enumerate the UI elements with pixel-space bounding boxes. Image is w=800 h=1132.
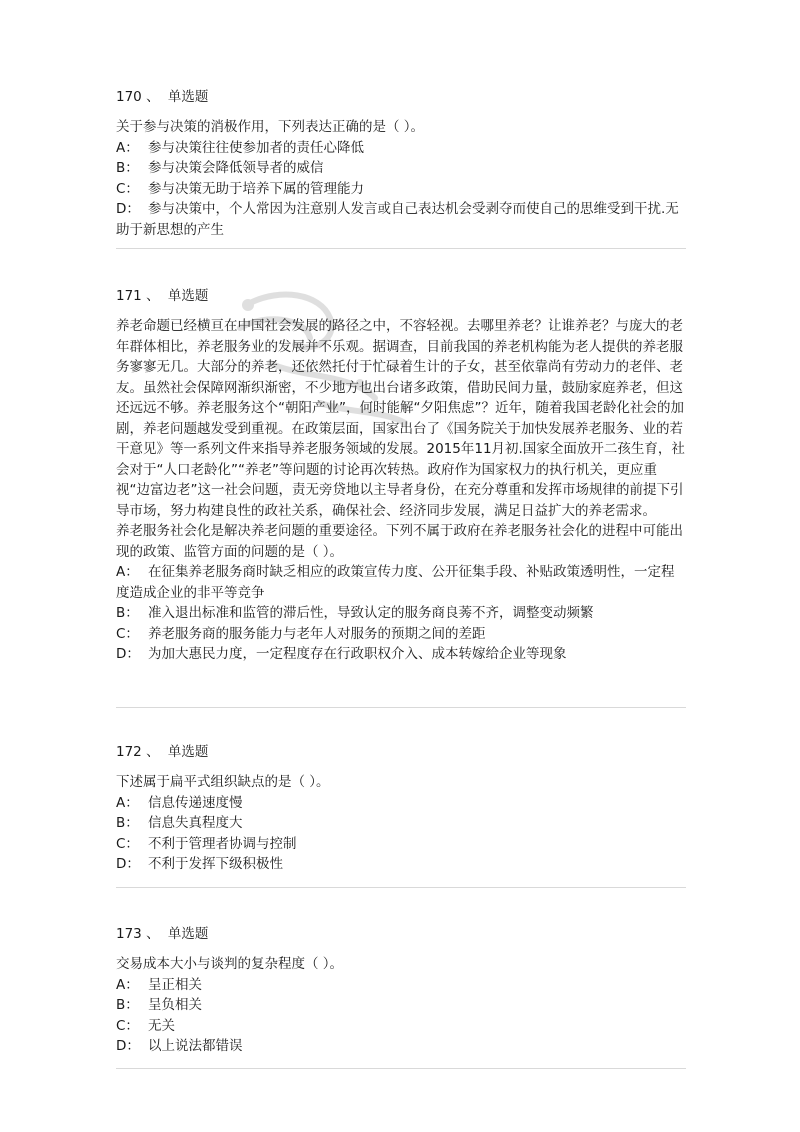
question-number: 171 — [116, 288, 142, 304]
option-text: 养老服务商的服务能力与老年人对服务的预期之间的差距 — [148, 625, 486, 642]
question-header — [116, 742, 686, 762]
question-171 — [116, 286, 686, 665]
question-stem: 交易成本大小与谈判的复杂程度（ ）。 — [116, 956, 344, 972]
question-number: 170 — [116, 89, 142, 105]
option-text: 无关 — [148, 1017, 175, 1034]
question-type: 单选题 — [167, 89, 209, 105]
option-text: 信息传递速度慢 — [148, 794, 243, 811]
question-type: 单选题 — [167, 288, 209, 304]
question-passage: 养老命题已经横亘在中国社会发展的路径之中，不容轻视。去哪里养老？让谁养老？与庞大的老年群体相比，养老服务业的发展并不乐观。据调查，目前我国的养老机构能为老人提供的养老服务寥寥无几。大部分的养老，还依然托付于忙碌着生计的子女，甚至依靠尚有劳动力的老伴、老友。虽然社会保障网渐织渐密，不少地方也出台诸多政策，借助民间力量，鼓励家庭养老，但这还远远不够。养老服务这个“朝阳产业”，何时能解“夕阳焦虑”？近年，随着我国老龄化社会的加剧，养老问题越发受到重视。在政策层面，国家出台了《国务院关于加快发展养老服务、业的若干意见》等一系列文件来指导养老服务领域的发展。2015年11月初.国家全面放开二孩生育，社会对于“人口老龄化”“养老”等问题的讨论再次转热。政府作为国家权力的执行机关，更应重视“边富边老”这一社会问题，责无旁贷地以主导者身份，在充分尊重和发挥市场规律的前提下引导市场，努力构建良性的政社关系，确保社会、经济同步发展，满足日益扩大的养老需求。 — [116, 318, 685, 519]
question-header — [116, 87, 686, 107]
option-d — [116, 1036, 686, 1057]
option-key: C： — [116, 1017, 139, 1034]
option-key: B： — [116, 997, 139, 1013]
question-separator: 、 — [146, 89, 160, 105]
option-b — [116, 813, 686, 834]
option-text: 准入退出标准和监管的滞后性，导致认定的服务商良莠不齐，调整变动频繁 — [148, 605, 594, 621]
option-key: A： — [116, 794, 139, 811]
question-172 — [116, 742, 686, 875]
option-b — [116, 158, 686, 179]
question-separator: 、 — [146, 926, 160, 942]
question-stem: 养老服务社会化是解决养老问题的重要途径。下列不属于政府在养老服务社会化的进程中可能出现的政策、监管方面的问题的是（ ）。 — [116, 523, 683, 560]
question-type: 单选题 — [167, 744, 209, 760]
option-d — [116, 199, 686, 240]
option-c — [116, 1016, 686, 1037]
option-key: D： — [116, 646, 140, 662]
option-text: 参与决策往往使参加者的责任心降低 — [148, 139, 364, 156]
option-c — [116, 624, 686, 645]
option-key: C： — [116, 180, 139, 197]
option-key: A： — [116, 976, 139, 993]
option-a — [116, 562, 686, 603]
question-type: 单选题 — [167, 926, 209, 942]
question-divider — [116, 248, 686, 249]
question-header — [116, 924, 686, 944]
option-text: 呈负相关 — [148, 997, 202, 1013]
question-stem: 关于参与决策的消极作用，下列表达正确的是（ ）。 — [116, 119, 425, 135]
option-key: D： — [116, 1038, 140, 1054]
option-text: 以上说法都错误 — [148, 1038, 243, 1054]
option-text: 参与决策中，个人常因为注意别人发言或自己表达机会受剥夺而使自己的思维受到干扰.无助于新思想的产生 — [116, 201, 679, 238]
question-divider — [116, 1068, 686, 1069]
option-key: A： — [116, 564, 139, 580]
question-stem: 下述属于扁平式组织缺点的是（ ）。 — [116, 774, 330, 790]
option-text: 参与决策无助于培养下属的管理能力 — [148, 180, 364, 197]
option-b — [116, 995, 686, 1016]
option-text: 信息失真程度大 — [148, 815, 243, 831]
option-key: C： — [116, 625, 139, 642]
option-key: D： — [116, 201, 140, 217]
question-173 — [116, 924, 686, 1057]
question-separator: 、 — [146, 744, 160, 760]
option-key: B： — [116, 815, 139, 831]
option-key: A： — [116, 139, 139, 156]
option-a — [116, 138, 686, 159]
option-d — [116, 644, 686, 665]
option-key: B： — [116, 160, 139, 176]
question-header — [116, 286, 686, 306]
question-number: 172 — [116, 744, 142, 760]
option-text: 呈正相关 — [148, 976, 202, 993]
option-key: D： — [116, 856, 140, 872]
option-d — [116, 854, 686, 875]
question-divider — [116, 887, 686, 888]
option-c — [116, 179, 686, 200]
option-key: B： — [116, 605, 139, 621]
option-a — [116, 793, 686, 814]
question-number: 173 — [116, 926, 142, 942]
option-text: 不利于管理者协调与控制 — [148, 835, 297, 852]
option-text: 在征集养老服务商时缺乏相应的政策宣传力度、公开征集手段、补贴政策透明性，一定程度造成企业的非平等竞争 — [116, 564, 675, 601]
option-key: C： — [116, 835, 139, 852]
option-a — [116, 975, 686, 996]
question-170 — [116, 87, 686, 240]
option-text: 为加大惠民力度，一定程度存在行政职权介入、成本转嫁给企业等现象 — [148, 646, 567, 662]
option-c — [116, 834, 686, 855]
option-text: 不利于发挥下级积极性 — [148, 856, 283, 872]
question-separator: 、 — [146, 288, 160, 304]
question-divider — [116, 707, 686, 708]
option-text: 参与决策会降低领导者的威信 — [148, 160, 324, 176]
option-b — [116, 603, 686, 624]
